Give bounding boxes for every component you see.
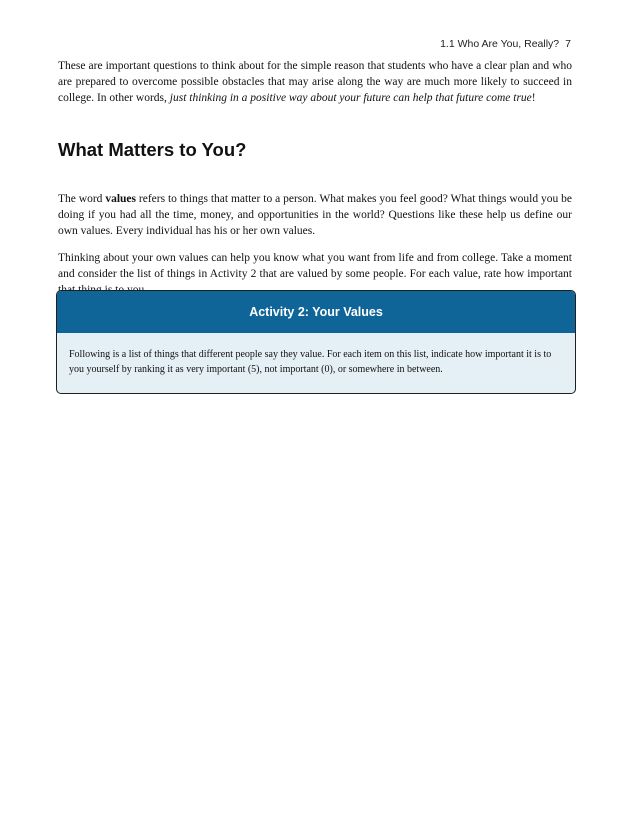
page-content: [58, 58, 572, 298]
intro-exclamation: !: [531, 92, 536, 104]
thinking-paragraph: Thinking about your own values can help you know what you want from life and from college. Take a moment and consider the list of things in Activity 2 that are valued by some people. For each value, rate how important: [58, 252, 572, 280]
intro-emphasis: just thinking in a positive way about your future can help that future come true: [169, 92, 532, 104]
intro-paragraph: [58, 58, 572, 106]
values-text-start: The word: [58, 193, 106, 205]
intro-text: These are important questions to think about for the simple reason that students who have a clear plan and who are prepared to overcome possible obstacles that may arise along the way are much more likely to succeed in college. In other words,: [58, 60, 572, 104]
section-heading: What Matters to You?: [58, 139, 247, 160]
activity-title: Activity 2: Your Values: [57, 291, 575, 333]
values-term: values: [105, 193, 136, 205]
activity-instructions: Following is a list of things that different people say they value. For each item on this list, indicate how important it is to you yourself by ranking it as very important (5), not important (0), or somewhere in between.: [69, 349, 552, 375]
values-text-end: refers to things that matter to a person. What makes you feel good? What things would you be doing if you had all the time, money, and opportunities in the world? Questions like these help us define our own values. Every individual has his or her own values.: [58, 193, 573, 237]
values-paragraph: [58, 191, 572, 239]
page-number: 7: [565, 38, 571, 50]
activity-box: [56, 290, 576, 394]
running-header: [440, 38, 571, 50]
running-title: 1.1 Who Are You, Really?: [440, 38, 560, 50]
